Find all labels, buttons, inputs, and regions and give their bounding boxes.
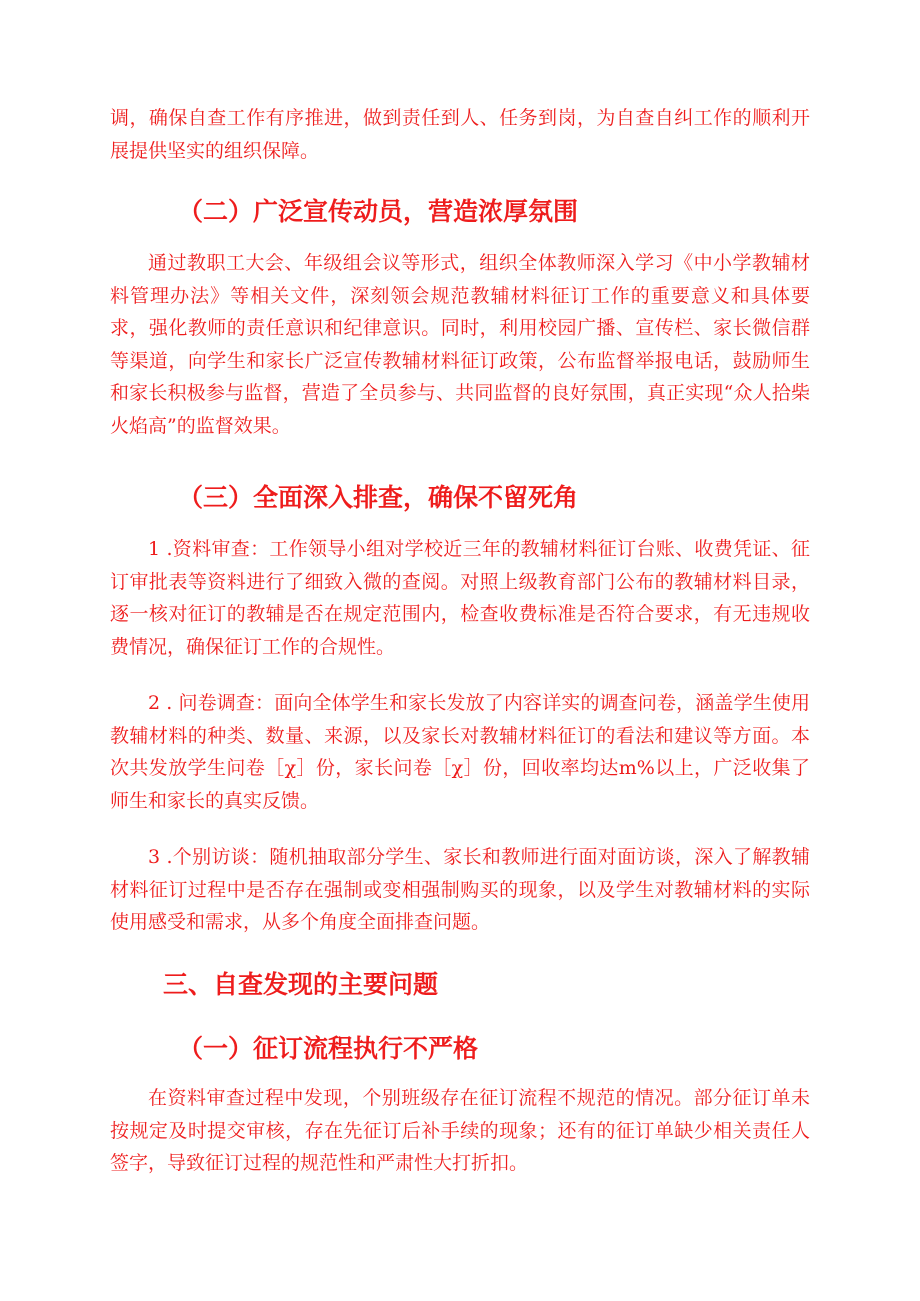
paragraph-publicity: 通过教职工大会、年级组会议等形式，组织全体教师深入学习《中小学教辅材料管理办法》等相关文件，深刻领会规范教辅材料征订工作的重要意义和具体要求，强化教师的责任意识和纪律意识。同时，利用校园广播、宣传栏、家长微信群等渠道，向学生和家长广泛宣传教辅材料征订政策，公布监督举报电话，鼓励师生和家长积极参与监督，营造了全员参与、共同监督的良好氛围，真正实现“众人拾柴火焰高”的监督效果。 [110,252,810,437]
paragraph-questionnaire: 2 . 问卷调查：面向全体学生和家长发放了内容详实的调查问卷，涵盖学生使用教辅材料的种类、数量、来源，以及家长对教辅材料征订的看法和建议等方面。本次共发放学生问卷［χ］份，家长问卷［χ］份，回收率均达m%以上，广泛收集了师生和家长的真实反馈。 [110,692,810,812]
paragraph-document-review: 1 .资料审查：工作领导小组对学校近三年的教辅材料征订台账、收费凭证、征订审批表等资料进行了细致入微的查阅。对照上级教育部门公布的教辅材料目录，逐一核对征订的教辅是否在规定范围内，检查收费标准是否符合要求，有无违规收费情况，确保征订工作的合规性。 [110,538,810,658]
paragraph-interviews: 3 .个别访谈：随机抽取部分学生、家长和教师进行面对面访谈，深入了解教辅材料征订过程中是否存在强制或变相强制购买的现象，以及学生对教辅材料的实际使用感受和需求，从多个角度全面排查问题。 [110,846,810,933]
heading-thorough-investigation: （三）全面深入排查，确保不留死角 [178,483,579,512]
paragraph-organization-guarantee: 调，确保自查工作有序推进，做到责任到人、任务到岗，为自查自纠工作的顺利开展提供坚实的组织保障。 [110,107,810,162]
paragraph-process-problems: 在资料审查过程中发现，个别班级存在征订流程不规范的情况。部分征订单未按规定及时提交审核，存在先征订后补手续的现象；还有的征订单缺少相关责任人签字，导致征订过程的规范性和严肃性大打折扣。 [110,1087,810,1174]
heading-process-not-strict: （一）征订流程执行不严格 [178,1034,479,1063]
heading-publicity-mobilization: （二）广泛宣传动员，营造浓厚氛围 [178,197,579,226]
heading-main-problems: 三、自查发现的主要问题 [163,970,439,999]
